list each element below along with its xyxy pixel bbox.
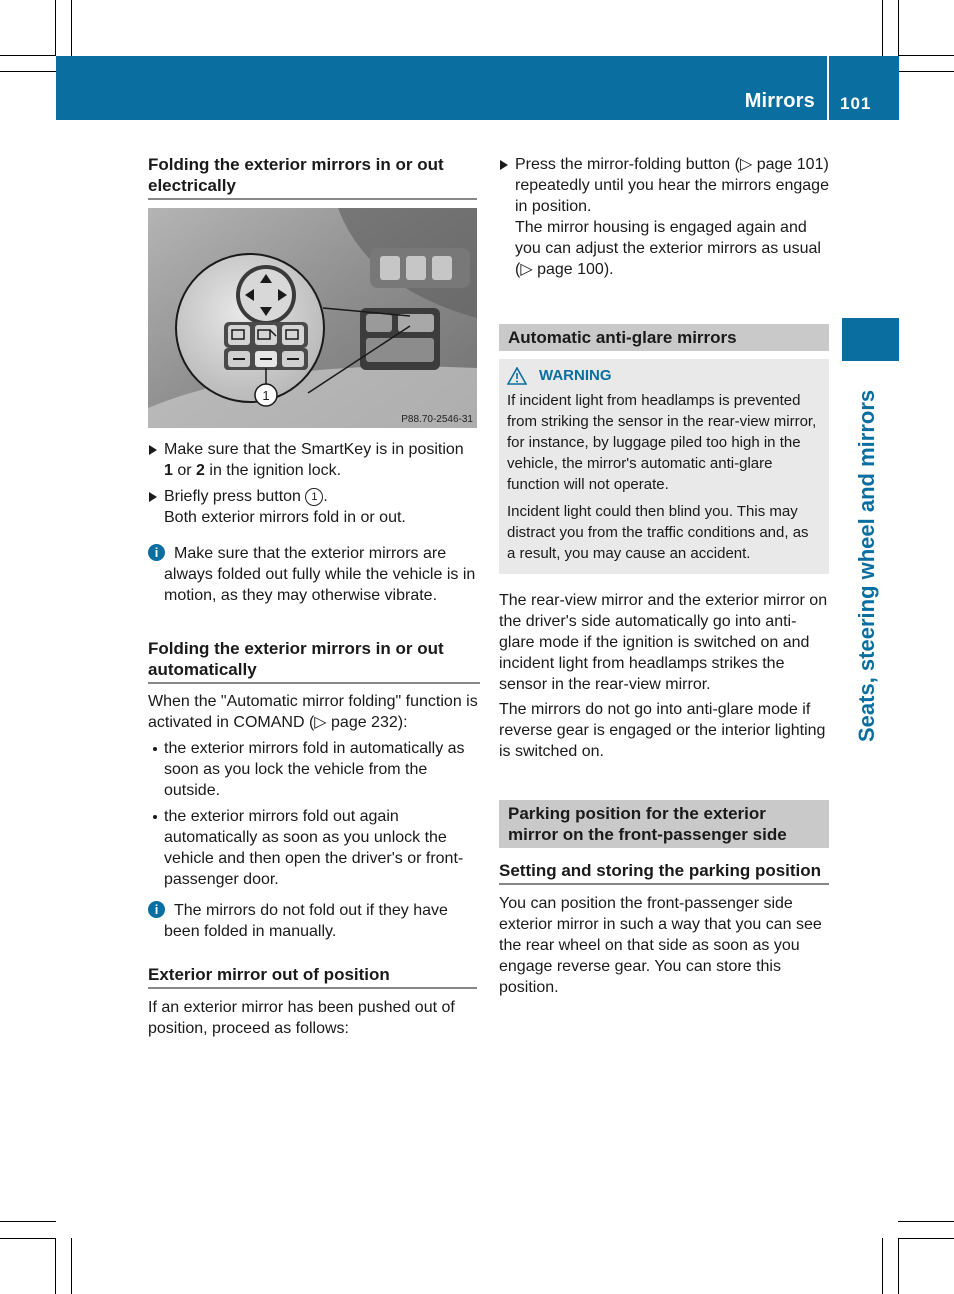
step-press-button: Briefly press button 1 . Both exterior mirrors fold in or out. (148, 486, 480, 528)
antiglare-paragraph: The rear-view mirror and the exterior mirror on the driver's side automatically go into anti-glare mode if the ignition is switched on and incident light from headlamps strikes the sensor in the rear-view mirror. (499, 592, 828, 693)
info-text: The mirrors do not fold out if they have been folded in manually. (164, 902, 448, 940)
mirror-switch-figure (148, 208, 477, 428)
crop-mark (0, 1238, 56, 1239)
list-item (148, 738, 480, 801)
info-icon: i (148, 544, 165, 561)
page-header (56, 56, 899, 120)
chapter-label: Seats, steering wheel and mirrors (854, 389, 879, 742)
header-divider (827, 56, 829, 120)
info-note-vibrate (148, 543, 480, 606)
position-value: 2 (196, 462, 205, 479)
info-note-manual (148, 900, 480, 942)
parking-paragraph: You can position the front-passenger side exterior mirror in such a way that you can see the rear wheel on that side as soon as you engage reverse gear. You can store this position. (499, 895, 822, 996)
crop-mark (882, 0, 883, 56)
position-value: 1 (164, 462, 173, 479)
crop-mark (898, 71, 954, 72)
heading-fold-auto: Folding the exterior mirrors in or out automatically (148, 638, 480, 684)
crop-mark (898, 1238, 954, 1239)
crop-mark (898, 1221, 954, 1222)
warning-text: If incident light from headlamps is prevented from striking the sensor in the rear-view mirror, for instance, by luggage piled too high in the vehicle, the mirror's automatic anti-glare function will not operate. (507, 392, 817, 493)
heading-out-of-position: Exterior mirror out of position (148, 964, 477, 989)
crop-mark (71, 0, 72, 56)
antiglare-paragraph: The mirrors do not go into anti-glare mode if reverse gear is engaged or the interior lighting is switched on. (499, 701, 826, 760)
crop-mark (898, 0, 899, 56)
crop-mark (71, 1238, 72, 1294)
bullet-dot (153, 747, 157, 751)
page-number: 101 (840, 94, 872, 113)
step-text: Briefly press button (164, 488, 301, 505)
step-text: or (177, 462, 192, 479)
step-press-folding-button (499, 154, 829, 280)
warning-text: Incident light could then blind you. This may distract you from the traffic conditions and, as a result, you may cause an accident. (507, 503, 809, 562)
left-column (148, 154, 477, 200)
step-arrow-icon (500, 160, 508, 170)
list-item-text: the exterior mirrors fold out again automatically as soon as you unlock the vehicle and then open the driver's or front-passenger door. (164, 808, 464, 888)
list-item (148, 806, 480, 890)
heading-antiglare: Automatic anti-glare mirrors (499, 324, 829, 351)
auto-intro (148, 691, 480, 733)
step-text: Press the mirror-folding button (▷ page 101) repeatedly until you hear the mirrors engage in position. (515, 156, 829, 215)
warning-triangle-icon (507, 367, 527, 385)
info-text: Make sure that the exterior mirrors are always folded out fully while the vehicle is in motion, as they may otherwise vibrate. (164, 545, 476, 604)
callout-1: 1 (262, 388, 270, 403)
crop-mark (55, 1238, 56, 1294)
auto-intro-text: ): (397, 714, 408, 731)
step-result: The mirror housing is engaged again and you can adjust the exterior mirrors as usual (▷ page 100). (515, 219, 821, 278)
crop-mark (0, 55, 56, 56)
warning-label: WARNING (539, 367, 612, 384)
crop-mark (0, 71, 56, 72)
heading-fold-electric: Folding the exterior mirrors in or out electrically (148, 154, 477, 200)
heading-setting-parking: Setting and storing the parking position (499, 860, 829, 885)
warning-title (507, 365, 821, 386)
callout-ref: 1 (305, 488, 323, 506)
list-item-text: the exterior mirrors fold in automatically as soon as you lock the vehicle from the outside. (164, 740, 465, 799)
step-arrow-icon (149, 445, 157, 455)
crop-mark (882, 1238, 883, 1294)
info-icon: i (148, 901, 165, 918)
crop-mark (0, 1221, 56, 1222)
step-text: Make sure that the SmartKey is in position (164, 441, 464, 458)
step-result: Both exterior mirrors fold in or out. (164, 509, 406, 526)
door-panel-illustration (148, 208, 477, 428)
right-column (499, 154, 829, 998)
warning-box (499, 359, 829, 574)
section-title: Mirrors (744, 90, 815, 112)
crop-mark (898, 55, 954, 56)
crop-mark (55, 0, 56, 56)
bullet-dot (153, 815, 157, 819)
left-column-body (148, 439, 480, 1039)
heading-parking-position: Parking position for the exterior mirror on the front-passenger side (499, 800, 829, 848)
step-text: in the ignition lock. (209, 462, 342, 479)
out-of-position-text: If an exterior mirror has been pushed out of position, proceed as follows: (148, 999, 455, 1037)
auto-intro-text: When the "Automatic mirror folding" function is activated in COMAND ( (148, 693, 478, 731)
step-arrow-icon (149, 492, 157, 502)
step-smartkey (148, 439, 480, 481)
page-ref-link[interactable]: ▷ page 232 (314, 714, 398, 731)
figure-caption: P88.70-2546-31 (401, 414, 473, 425)
crop-mark (898, 1238, 899, 1294)
chapter-tab (842, 318, 899, 361)
